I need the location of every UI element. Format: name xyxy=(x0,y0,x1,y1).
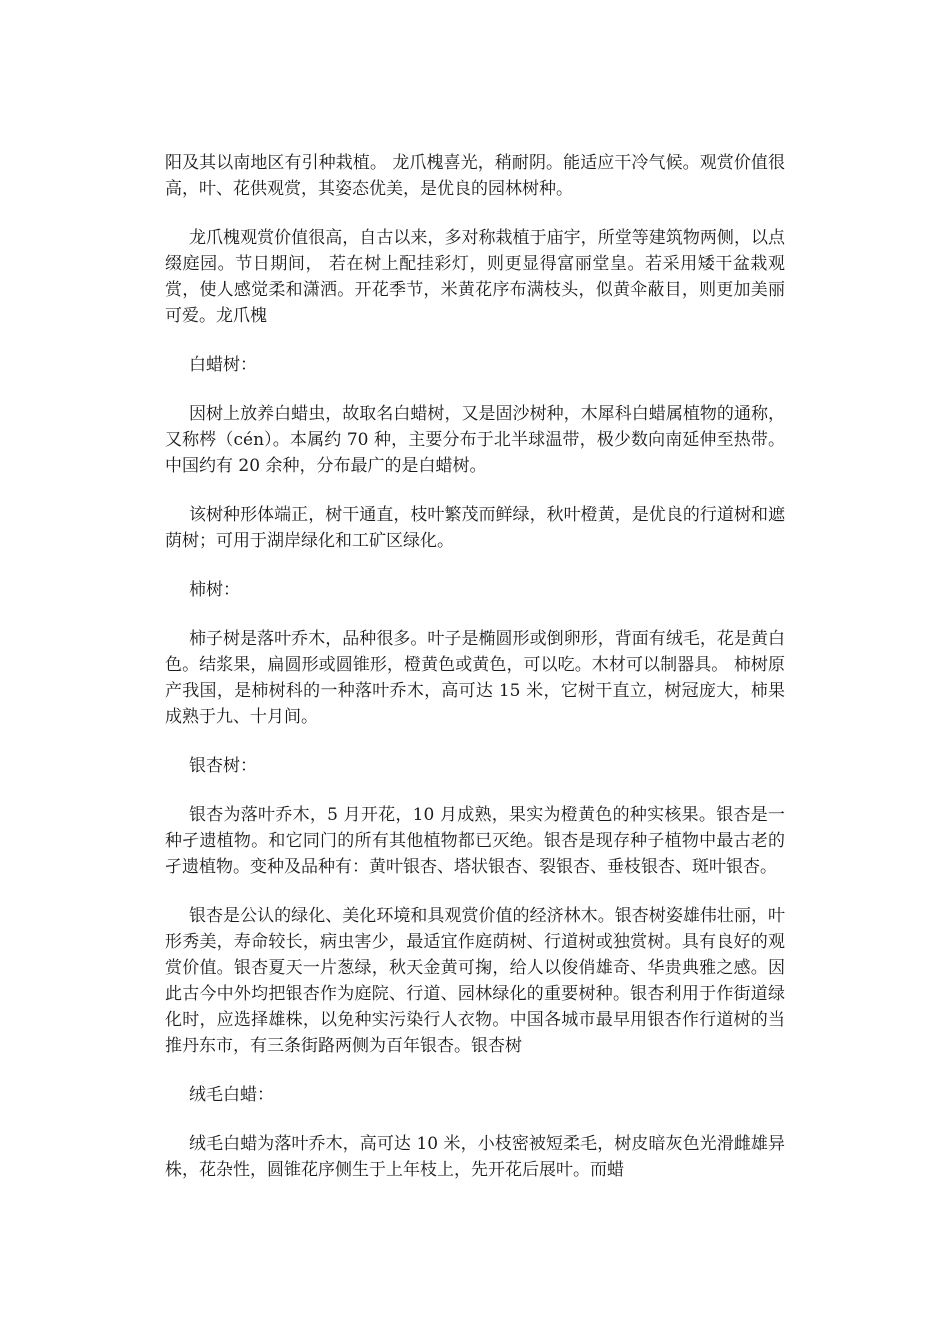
heading-bailashu: 白蜡树： xyxy=(189,355,257,375)
heading-shishu: 柿树： xyxy=(189,580,240,600)
paragraph-longzhuahuai-value: 龙爪槐观赏价值很高，自古以来，多对称栽植于庙宇，所堂等建筑物两侧，以点缀庭园。节日期间， 若在树上配挂彩灯，则更显得富丽堂皇。若采用矮干盆栽观赏，使人感觉柔和潇洒。开花季节，米黄花序布满枝头，似黄伞蔽目，则更加美丽可爱。龙爪槐 xyxy=(165,228,785,326)
paragraph-yinxing-value: 银杏是公认的绿化、美化环境和具观赏价值的经济林木。银杏树姿雄伟壮丽，叶形秀美，寿命较长，病虫害少，最适宜作庭荫树、行道树或独赏树。具有良好的观赏价值。银杏夏天一片葱绿，秋天金黄可掬，给人以俊俏雄奇、华贵典雅之感。因此古今中外均把银杏作为庭院、行道、园林绿化的重要树种。银杏利用于作街道绿化时，应选择雄株，以免种实污染行人衣物。中国各城市最早用银杏作行道树的当推丹东市，有三条街路两侧为百年银杏。银杏树 xyxy=(165,906,785,1056)
heading-yinxingshu: 银杏树： xyxy=(189,756,257,776)
paragraph-rongmaobaila: 绒毛白蜡为落叶乔木，高可达 10 米，小枝密被短柔毛，树皮暗灰色光滑雌雄异株，花杂性，圆锥花序侧生于上年枝上，先开花后展叶。而蜡 xyxy=(165,1134,785,1180)
paragraph-bailashu-use: 该树种形体端正，树干通直，枝叶繁茂而鲜绿，秋叶橙黄，是优良的行道树和遮荫树；可用于湖岸绿化和工矿区绿化。 xyxy=(165,505,785,551)
paragraph-bailashu-intro: 因树上放养白蜡虫，故取名白蜡树，又是固沙树种，木犀科白蜡属植物的通称，又称梣（cén）。本属约 70 种，主要分布于北半球温带，极少数向南延伸至热带。中国约有 20 余种，分布最广的是白蜡树。 xyxy=(165,404,785,476)
paragraph-longzhuahuai-habitat: 阳及其以南地区有引种栽植。 龙爪槐喜光，稍耐阴。能适应干冷气候。观赏价值很高，叶、花供观赏，其姿态优美，是优良的园林树种。 xyxy=(165,153,785,199)
heading-rongmaobaila: 绒毛白蜡： xyxy=(189,1085,274,1105)
paragraph-shishu: 柿子树是落叶乔木，品种很多。叶子是椭圆形或倒卵形，背面有绒毛，花是黄白色。结浆果，扁圆形或圆锥形，橙黄色或黄色，可以吃。木材可以制器具。 柿树原产我国，是柿树科的一种落叶乔木，高可达 15 米，它树干直立，树冠庞大，柿果成熟于九、十月间。 xyxy=(165,629,785,727)
paragraph-yinxing-intro: 银杏为落叶乔木，5 月开花，10 月成熟，果实为橙黄色的种实核果。银杏是一种孑遗植物。和它同门的所有其他植物都已灭绝。银杏是现存种子植物中最古老的孑遗植物。变种及品种有：黄叶银杏、塔状银杏、裂银杏、垂枝银杏、斑叶银杏。 xyxy=(165,805,785,877)
document-body xyxy=(165,150,785,1183)
